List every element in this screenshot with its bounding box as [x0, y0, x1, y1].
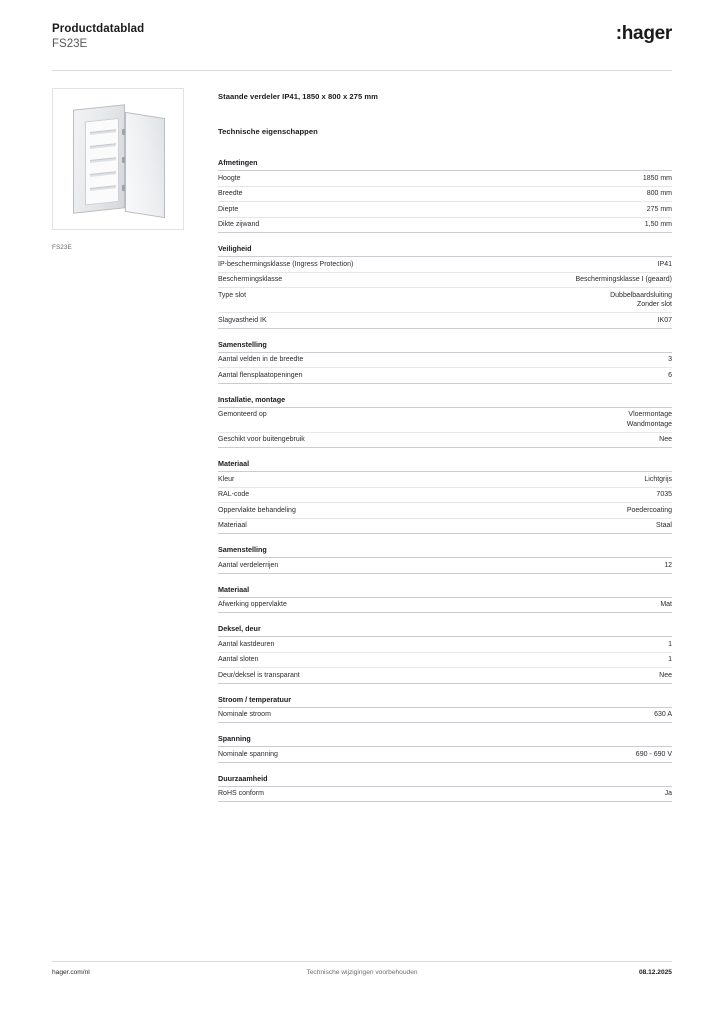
- footer-date: 08.12.2025: [638, 969, 672, 976]
- product-image-frame: [52, 88, 184, 230]
- spec-row: [218, 747, 672, 763]
- product-image-column: [52, 88, 184, 251]
- logo-wordmark: hager: [621, 23, 672, 44]
- cabinet-rail: [90, 143, 116, 149]
- page-footer: [52, 969, 672, 976]
- spec-value: 12: [664, 561, 672, 569]
- spec-label: Hoogte: [218, 174, 241, 182]
- footer-disclaimer: Technische wijzigingen voorbehouden: [306, 969, 418, 976]
- spec-group-title: Samenstelling: [218, 340, 672, 353]
- spec-value: 3: [668, 356, 672, 363]
- spec-row: [218, 171, 672, 187]
- spec-group-spacer: [218, 684, 672, 695]
- spec-value: 7035: [656, 491, 672, 498]
- spec-group-spacer: [218, 574, 672, 585]
- spec-value: IP41: [657, 260, 672, 268]
- spec-group-title: Samenstelling: [218, 545, 672, 558]
- spec-row: [218, 288, 672, 313]
- spec-row: [218, 218, 672, 234]
- spec-group-title: Materiaal: [218, 459, 672, 472]
- spec-row: [218, 257, 672, 273]
- product-image-caption: FS23E: [52, 244, 72, 251]
- spec-group-title: Spanning: [218, 734, 672, 747]
- spec-value: Nee: [659, 436, 672, 443]
- spec-label: Aantal velden in de breedte: [218, 356, 304, 363]
- spec-value: 630 A: [654, 711, 672, 718]
- spec-row: [218, 503, 672, 519]
- spec-group: [218, 459, 672, 534]
- spec-group: [218, 774, 672, 803]
- spec-value: Mat: [660, 601, 672, 608]
- spec-row: [218, 653, 672, 669]
- spec-row: [218, 408, 672, 433]
- footer-website-link[interactable]: hager.com/nl: [52, 969, 90, 976]
- spec-row: [218, 202, 672, 218]
- spec-group: [218, 585, 672, 614]
- spec-row: [218, 313, 672, 329]
- spec-row: [218, 187, 672, 203]
- spec-label: RoHS conform: [218, 790, 264, 797]
- spec-group-title: Duurzaamheid: [218, 774, 672, 787]
- spec-label: Geschikt voor buitengebruik: [218, 436, 305, 443]
- spec-group-spacer: [218, 384, 672, 395]
- spec-row: [218, 519, 672, 535]
- spec-value: 800 mm: [646, 190, 672, 197]
- spec-label: RAL-code: [218, 491, 250, 498]
- spec-group-spacer: [218, 723, 672, 734]
- footer-divider: [52, 961, 672, 962]
- spec-group-title: Installatie, montage: [218, 395, 672, 408]
- logo-colon-mark: :: [615, 23, 622, 44]
- spec-label: Kleur: [218, 475, 235, 483]
- page-title: Productdatablad: [52, 23, 145, 35]
- product-reference: FS23E: [52, 38, 88, 50]
- page-header: [52, 22, 672, 64]
- spec-label: Oppervlakte behandeling: [218, 506, 296, 514]
- spec-label: Diepte: [218, 205, 239, 213]
- spec-row: [218, 433, 672, 449]
- spec-group-spacer: [218, 233, 672, 244]
- spec-group-spacer: [218, 329, 672, 340]
- cabinet-rail: [90, 129, 116, 135]
- cabinet-door: [125, 112, 165, 218]
- spec-value: 690 - 690 V: [635, 750, 672, 758]
- spec-value: 275 mm: [646, 205, 672, 213]
- spec-value: Staal: [656, 522, 672, 529]
- spec-label: Aantal kastdeuren: [218, 640, 275, 648]
- spec-group: [218, 158, 672, 233]
- spec-row: [218, 668, 672, 684]
- spec-value: Poedercoating: [626, 506, 672, 514]
- spec-label: Dikte zijwand: [218, 221, 260, 228]
- spec-label: Aantal verdelerrijen: [218, 561, 279, 569]
- spec-label: Gemonteerd op: [218, 411, 267, 418]
- spec-value: Nee: [659, 671, 672, 679]
- title-block: [52, 22, 144, 52]
- spec-group-title: Afmetingen: [218, 158, 672, 171]
- spec-value: Vloermontage Wandmontage: [626, 411, 672, 428]
- specifications-column: [218, 92, 672, 802]
- spec-row: [218, 273, 672, 289]
- hager-logo: [616, 24, 672, 44]
- spec-label: IP-beschermingsklasse (Ingress Protection): [218, 260, 354, 268]
- spec-group: [218, 340, 672, 384]
- cabinet-body: [73, 104, 125, 213]
- technical-properties-heading: Technische eigenschappen: [218, 127, 318, 136]
- spec-row: [218, 368, 672, 384]
- spec-label: Aantal flensplaatopeningen: [218, 371, 303, 379]
- spec-group: [218, 244, 672, 329]
- spec-row: [218, 637, 672, 653]
- spec-groups: [218, 158, 672, 802]
- spec-row: [218, 488, 672, 504]
- spec-group-spacer: [218, 763, 672, 774]
- spec-value: Beschermingsklasse I (geaard): [575, 276, 672, 283]
- spec-group-title: Veiligheid: [218, 244, 672, 257]
- cabinet-illustration: [67, 103, 171, 217]
- spec-label: Beschermingsklasse: [218, 276, 283, 283]
- spec-value: Lichtgrijs: [644, 475, 672, 483]
- spec-label: Type slot: [218, 291, 247, 299]
- spec-label: Afwerking oppervlakte: [218, 601, 287, 608]
- spec-group-title: Stroom / temperatuur: [218, 695, 672, 708]
- spec-label: Materiaal: [218, 522, 247, 529]
- spec-value: 1: [668, 640, 672, 648]
- cabinet-rail: [90, 157, 116, 163]
- spec-group-spacer: [218, 448, 672, 459]
- spec-row: [218, 472, 672, 488]
- header-divider: [52, 70, 672, 71]
- spec-group-spacer: [218, 534, 672, 545]
- spec-value: Dubbelbaardsluiting Zonder slot: [610, 291, 672, 308]
- spec-label: Aantal sloten: [218, 656, 259, 663]
- spec-row: [218, 558, 672, 574]
- spec-group: [218, 545, 672, 574]
- spec-value: Ja: [664, 790, 672, 797]
- spec-label: Breedte: [218, 190, 243, 197]
- spec-row: [218, 598, 672, 614]
- spec-row: [218, 708, 672, 724]
- spec-value: 6: [668, 371, 672, 379]
- product-heading: Staande verdeler IP41, 1850 x 800 x 275 mm: [218, 92, 378, 101]
- spec-group: [218, 395, 672, 449]
- spec-value: 1850 mm: [642, 174, 672, 182]
- spec-row: [218, 787, 672, 803]
- spec-group-title: Deksel, deur: [218, 624, 672, 637]
- spec-value: 1: [668, 656, 672, 663]
- spec-label: Nominale stroom: [218, 711, 271, 718]
- spec-value: 1,50 mm: [644, 221, 672, 228]
- spec-group: [218, 734, 672, 763]
- cabinet-interior: [85, 118, 119, 206]
- spec-group: [218, 624, 672, 684]
- cabinet-rail: [90, 171, 116, 177]
- spec-group-title: Materiaal: [218, 585, 672, 598]
- spec-label: Deur/deksel is transparant: [218, 671, 300, 679]
- spec-group-spacer: [218, 613, 672, 624]
- spec-label: Slagvastheid IK: [218, 316, 267, 324]
- spec-label: Nominale spanning: [218, 750, 278, 758]
- spec-group: [218, 695, 672, 724]
- cabinet-rail: [90, 185, 116, 191]
- spec-row: [218, 353, 672, 369]
- spec-value: IK07: [657, 316, 672, 324]
